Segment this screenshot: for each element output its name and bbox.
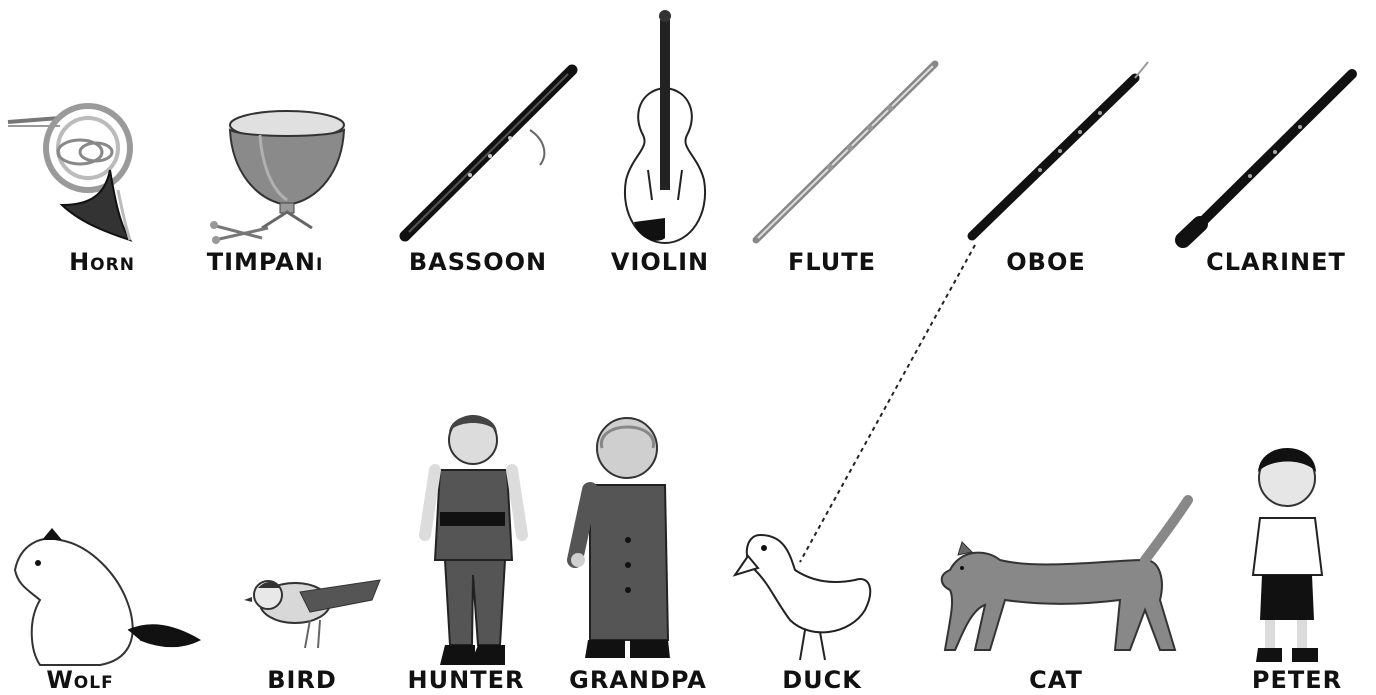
label-flute: FLUTE — [787, 248, 877, 276]
flute-illustration — [756, 64, 935, 240]
bird-illustration — [244, 580, 380, 648]
label-wolf: Wolf — [46, 666, 114, 694]
timpani-illustration — [210, 111, 344, 244]
label-hunter: HUNTER — [407, 666, 525, 694]
label-horn: Horn — [69, 248, 135, 276]
label-bassoon: BASSOON — [408, 248, 548, 276]
oboe-duck-connector — [800, 245, 975, 562]
label-cat: CAT — [1029, 666, 1083, 694]
horn-illustration — [8, 106, 130, 240]
label-duck: DUCK — [782, 666, 862, 694]
duck-illustration — [735, 535, 870, 660]
label-oboe: OBOE — [1006, 248, 1086, 276]
peter-illustration — [1253, 448, 1322, 662]
label-timpani: TIMPANi — [206, 248, 324, 276]
grandpa-illustration — [571, 418, 670, 658]
label-peter: PETER — [1251, 666, 1343, 694]
bassoon-illustration — [405, 70, 572, 236]
clarinet-illustration — [1183, 74, 1352, 240]
violin-illustration — [625, 10, 705, 243]
cat-illustration — [942, 500, 1188, 650]
label-violin: VIOLIN — [610, 248, 710, 276]
label-clarinet: CLARINET — [1206, 248, 1346, 276]
hunter-illustration — [425, 416, 522, 666]
oboe-illustration — [972, 62, 1148, 236]
wolf-illustration — [15, 528, 200, 665]
label-grandpa: GRANDPA — [569, 666, 707, 694]
label-bird: BIRD — [267, 666, 337, 694]
